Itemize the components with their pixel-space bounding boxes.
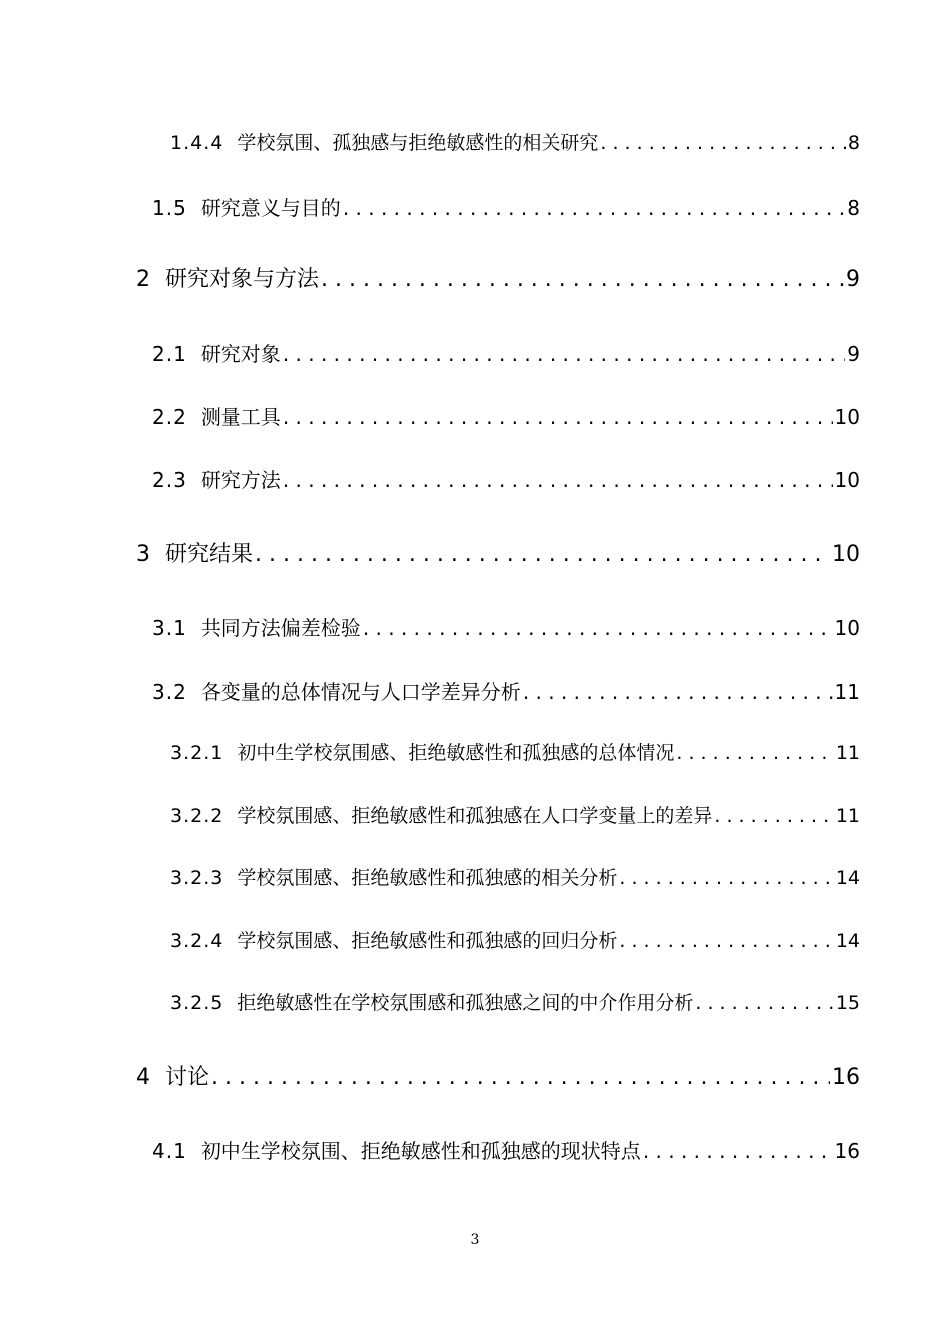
dot-leader bbox=[676, 742, 833, 764]
toc-title: 研究方法 bbox=[200, 468, 281, 492]
toc-title: 研究意义与目的 bbox=[200, 196, 341, 220]
toc-entry[interactable] bbox=[170, 128, 860, 155]
toc-title: 初中生学校氛围感、拒绝敏感性和孤独感的总体情况 bbox=[237, 742, 675, 764]
dot-leader bbox=[619, 930, 833, 952]
toc-page: 9 bbox=[847, 342, 860, 366]
toc-page: 11 bbox=[835, 742, 860, 764]
toc-entry[interactable] bbox=[136, 537, 860, 568]
toc-page: 10 bbox=[834, 405, 860, 429]
toc-page: 15 bbox=[835, 992, 860, 1014]
toc-number: 2.1 bbox=[152, 342, 187, 366]
toc-number: 3.2.2 bbox=[170, 805, 224, 827]
toc-title: 学校氛围感、拒绝敏感性和孤独感的相关分析 bbox=[237, 867, 618, 889]
toc-title: 拒绝敏感性在学校氛围感和孤独感之间的中介作用分析 bbox=[237, 992, 694, 1014]
toc-entry[interactable] bbox=[152, 192, 860, 221]
toc-entry[interactable] bbox=[152, 401, 860, 430]
toc-entry[interactable] bbox=[170, 738, 860, 765]
dot-leader bbox=[343, 196, 845, 220]
toc-page: 16 bbox=[832, 1065, 860, 1090]
toc-title: 学校氛围感、拒绝敏感性和孤独感在人口学变量上的差异 bbox=[237, 805, 713, 827]
toc-number: 1.5 bbox=[152, 196, 187, 220]
dot-leader bbox=[211, 1065, 830, 1090]
toc-entry[interactable] bbox=[170, 863, 860, 890]
dot-leader bbox=[283, 468, 833, 492]
toc-number: 3.2 bbox=[152, 680, 187, 704]
toc-title: 各变量的总体情况与人口学差异分析 bbox=[200, 680, 521, 704]
toc-number: 3.2.5 bbox=[170, 992, 224, 1014]
toc-title: 学校氛围感、拒绝敏感性和孤独感的回归分析 bbox=[237, 930, 618, 952]
toc-title: 学校氛围、孤独感与拒绝敏感性的相关研究 bbox=[237, 132, 599, 154]
toc-entry[interactable] bbox=[152, 612, 860, 641]
dot-leader bbox=[619, 867, 833, 889]
toc-title: 讨论 bbox=[165, 1065, 210, 1090]
toc-page: 10 bbox=[832, 542, 860, 567]
toc-entry[interactable] bbox=[152, 1135, 860, 1164]
toc-page: 10 bbox=[834, 468, 860, 492]
toc-number: 3.2.3 bbox=[170, 867, 224, 889]
toc-page: 14 bbox=[835, 867, 860, 889]
toc-title: 共同方法偏差检验 bbox=[200, 616, 361, 640]
toc-title: 测量工具 bbox=[200, 405, 281, 429]
toc-number: 3.2.1 bbox=[170, 742, 224, 764]
toc-entry[interactable] bbox=[170, 988, 860, 1015]
toc-number: 2.3 bbox=[152, 468, 187, 492]
toc-title: 初中生学校氛围、拒绝敏感性和孤独感的现状特点 bbox=[200, 1139, 641, 1163]
dot-leader bbox=[283, 405, 833, 429]
toc-number: 3.1 bbox=[152, 616, 187, 640]
toc-entry[interactable] bbox=[170, 926, 860, 953]
toc-number: 1.4.4 bbox=[170, 132, 224, 154]
dot-leader bbox=[523, 680, 833, 704]
toc-entry[interactable] bbox=[152, 676, 860, 705]
toc-page: 11 bbox=[834, 680, 860, 704]
toc-page: 9 bbox=[846, 267, 860, 292]
toc-entry[interactable] bbox=[170, 801, 860, 828]
dot-leader bbox=[363, 616, 833, 640]
toc-title: 研究对象 bbox=[200, 342, 281, 366]
dot-leader bbox=[643, 1139, 833, 1163]
toc-number: 2 bbox=[136, 267, 151, 292]
toc-entry[interactable] bbox=[152, 464, 860, 493]
toc-number: 3.2.4 bbox=[170, 930, 224, 952]
toc-page: 8 bbox=[847, 132, 860, 154]
toc-page: 14 bbox=[835, 930, 860, 952]
toc-entry[interactable] bbox=[136, 1060, 860, 1091]
toc-title: 研究结果 bbox=[165, 542, 254, 567]
dot-leader bbox=[600, 132, 846, 154]
toc-page: 8 bbox=[847, 196, 860, 220]
toc-title: 研究对象与方法 bbox=[165, 267, 320, 292]
toc-entry[interactable] bbox=[136, 262, 860, 293]
toc-number: 4 bbox=[136, 1065, 151, 1090]
dot-leader bbox=[321, 267, 844, 292]
dot-leader bbox=[255, 542, 830, 567]
toc-page: 10 bbox=[834, 616, 860, 640]
dot-leader bbox=[714, 805, 833, 827]
toc-number: 2.2 bbox=[152, 405, 187, 429]
dot-leader bbox=[283, 342, 845, 366]
toc-entry[interactable] bbox=[152, 338, 860, 367]
dot-leader bbox=[695, 992, 833, 1014]
toc-number: 4.1 bbox=[152, 1139, 187, 1163]
toc-page: 16 bbox=[834, 1139, 860, 1163]
page-number: 3 bbox=[470, 1232, 480, 1248]
toc-number: 3 bbox=[136, 542, 151, 567]
toc-page: 11 bbox=[835, 805, 860, 827]
